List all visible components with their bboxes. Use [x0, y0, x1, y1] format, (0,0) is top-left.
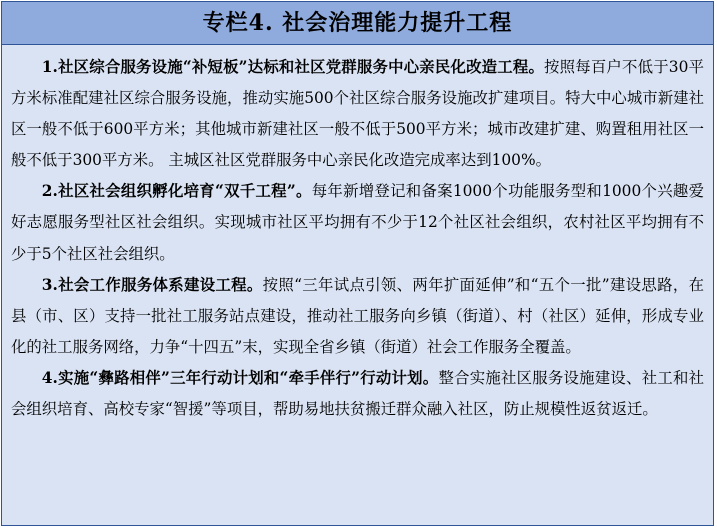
project-item-1-heading: 1.社区综合服务设施“补短板”达标和社区党群服务中心亲民化改造工程。	[41, 58, 545, 76]
box-title: 专栏4. 社会治理能力提升工程	[2, 2, 713, 45]
project-item-2-heading: 2.社区社会组织孵化培育“双千工程”。	[41, 182, 312, 201]
project-box	[1, 1, 714, 526]
project-item-2	[11, 176, 704, 269]
project-item-4-body: 整合实施社区服务设施建设、社工和社会组织培育、高校专家“智援”等项目，帮助易地扶贫搬迁群众融入社区，防止规模性返贫返迁。	[11, 368, 704, 419]
project-item-1-body: 按照每百户不低于30平方米标准配建社区综合服务设施，推动实施500个社区综合服务设施改扩建项目。特大中心城市新建社区一般不低于600平方米；其他城市新建社区一般不低于500平方米；城市改建扩建、购置租用社区一般不低于300平方米。 主城区社区党群服务中心亲民化改造完成率达到100%。	[11, 58, 704, 170]
project-item-3-body: 按照“三年试点引领、两年扩面延伸”和“五个一批”建设思路，在县（市、区）支持一批社工服务站点建设，推动社工服务向乡镇（街道）、村（社区）延伸，形成专业化的社工服务网络，力争“十四五”末，实现全省乡镇（街道）社会工作服务全覆盖。	[11, 275, 704, 356]
project-item-2-body: 每年新增登记和备案1000个功能服务型和1000个兴趣爱好志愿服务型社区社会组织。实现城市社区平均拥有不少于12个社区社会组织，农村社区平均拥有不少于5个社区社会组织。	[11, 182, 704, 263]
project-item-1	[11, 52, 704, 176]
box-content	[11, 52, 704, 425]
project-item-3-heading: 3.社会工作服务体系建设工程。	[41, 275, 263, 294]
project-item-4	[11, 363, 704, 425]
project-item-3	[11, 270, 704, 363]
project-item-4-heading: 4.实施“彝路相伴”三年行动计划和“牵手伴行”行动计划。	[41, 368, 439, 387]
